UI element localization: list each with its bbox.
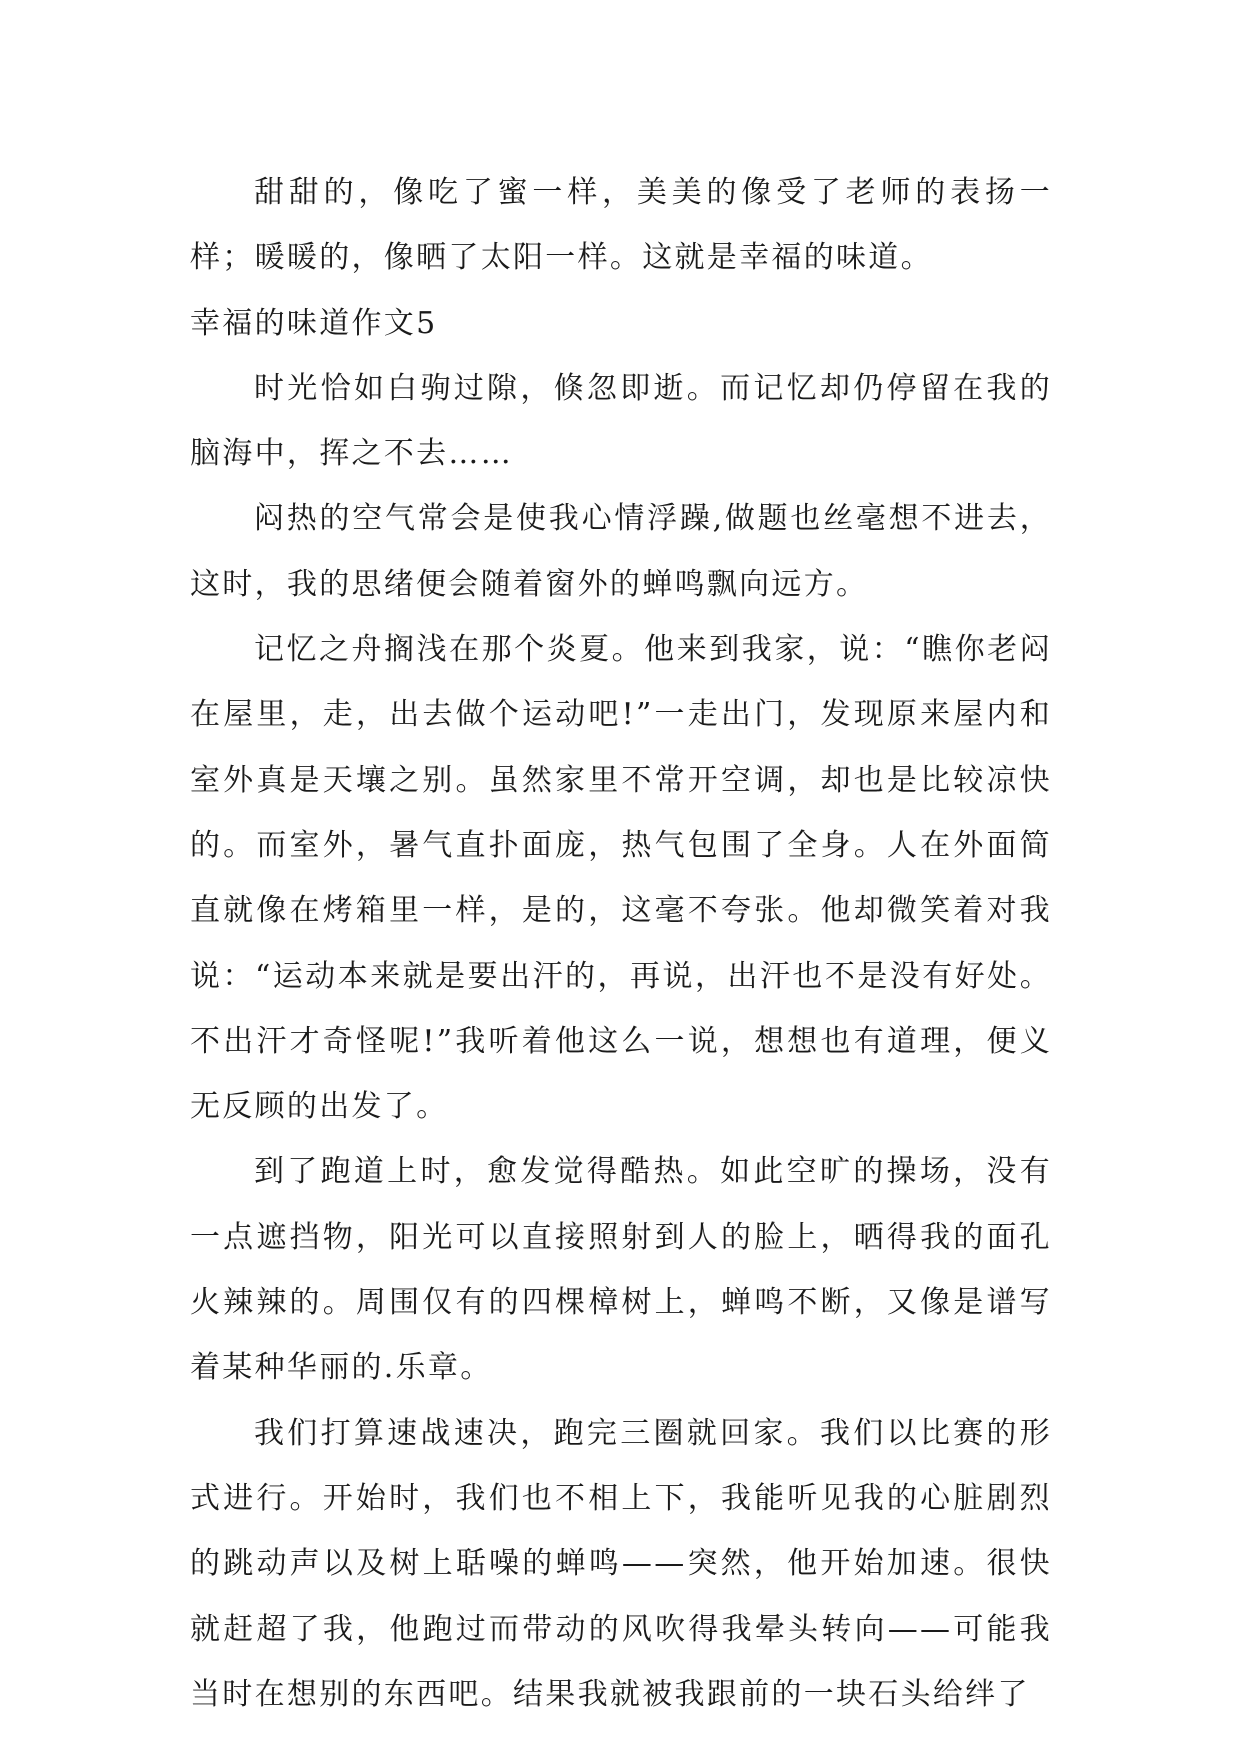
paragraph-4: 记忆之舟搁浅在那个炎夏。他来到我家，说：“瞧你老闷在屋里，走，出去做个运动吧!”一走出门，发现原来屋内和室外真是天壤之别。虽然家里不常开空调，却也是比较凉快的。而室外，暑气直扑面庞，热气包围了全身。人在外面简直就像在烤箱里一样，是的，这毫不夸张。他却微笑着对我说：“运动本来就是要出汗的，再说，出汗也不是没有好处。不出汗才奇怪呢!”我听着他这么一说，想想也有道理，便义无反顾的出发了。 [190,632,1052,1125]
paragraph-1: 甜甜的，像吃了蜜一样，美美的像受了老师的表扬一样；暖暖的，像晒了太阳一样。这就是幸福的味道。 [190,175,1052,276]
section-heading: 幸福的味道作文5 [190,305,438,341]
paragraph-5: 到了跑道上时，愈发觉得酷热。如此空旷的操场，没有一点遮挡物，阳光可以直接照射到人的脸上，晒得我的面孔火辣辣的。周围仅有的四棵樟树上，蝉鸣不断，又像是谱写着某种华丽的.乐章。 [190,1154,1052,1386]
document-page [190,160,1052,1727]
paragraph-6: 我们打算速战速决，跑完三圈就回家。我们以比赛的形式进行。开始时，我们也不相上下，我能听见我的心脏剧烈的跳动声以及树上聒噪的蝉鸣——突然，他开始加速。很快就赶超了我，他跑过而带动的风吹得我晕头转向——可能我当时在想别的东西吧。结果我就被我跟前的一块石头给绊了 [190,1415,1052,1712]
paragraph-2: 时光恰如白驹过隙，倏忽即逝。而记忆却仍停留在我的脑海中，挥之不去…… [190,370,1052,472]
paragraph-3: 闷热的空气常会是使我心情浮躁,做题也丝毫想不进去，这时，我的思绪便会随着窗外的蝉鸣飘向远方。 [190,501,1052,602]
